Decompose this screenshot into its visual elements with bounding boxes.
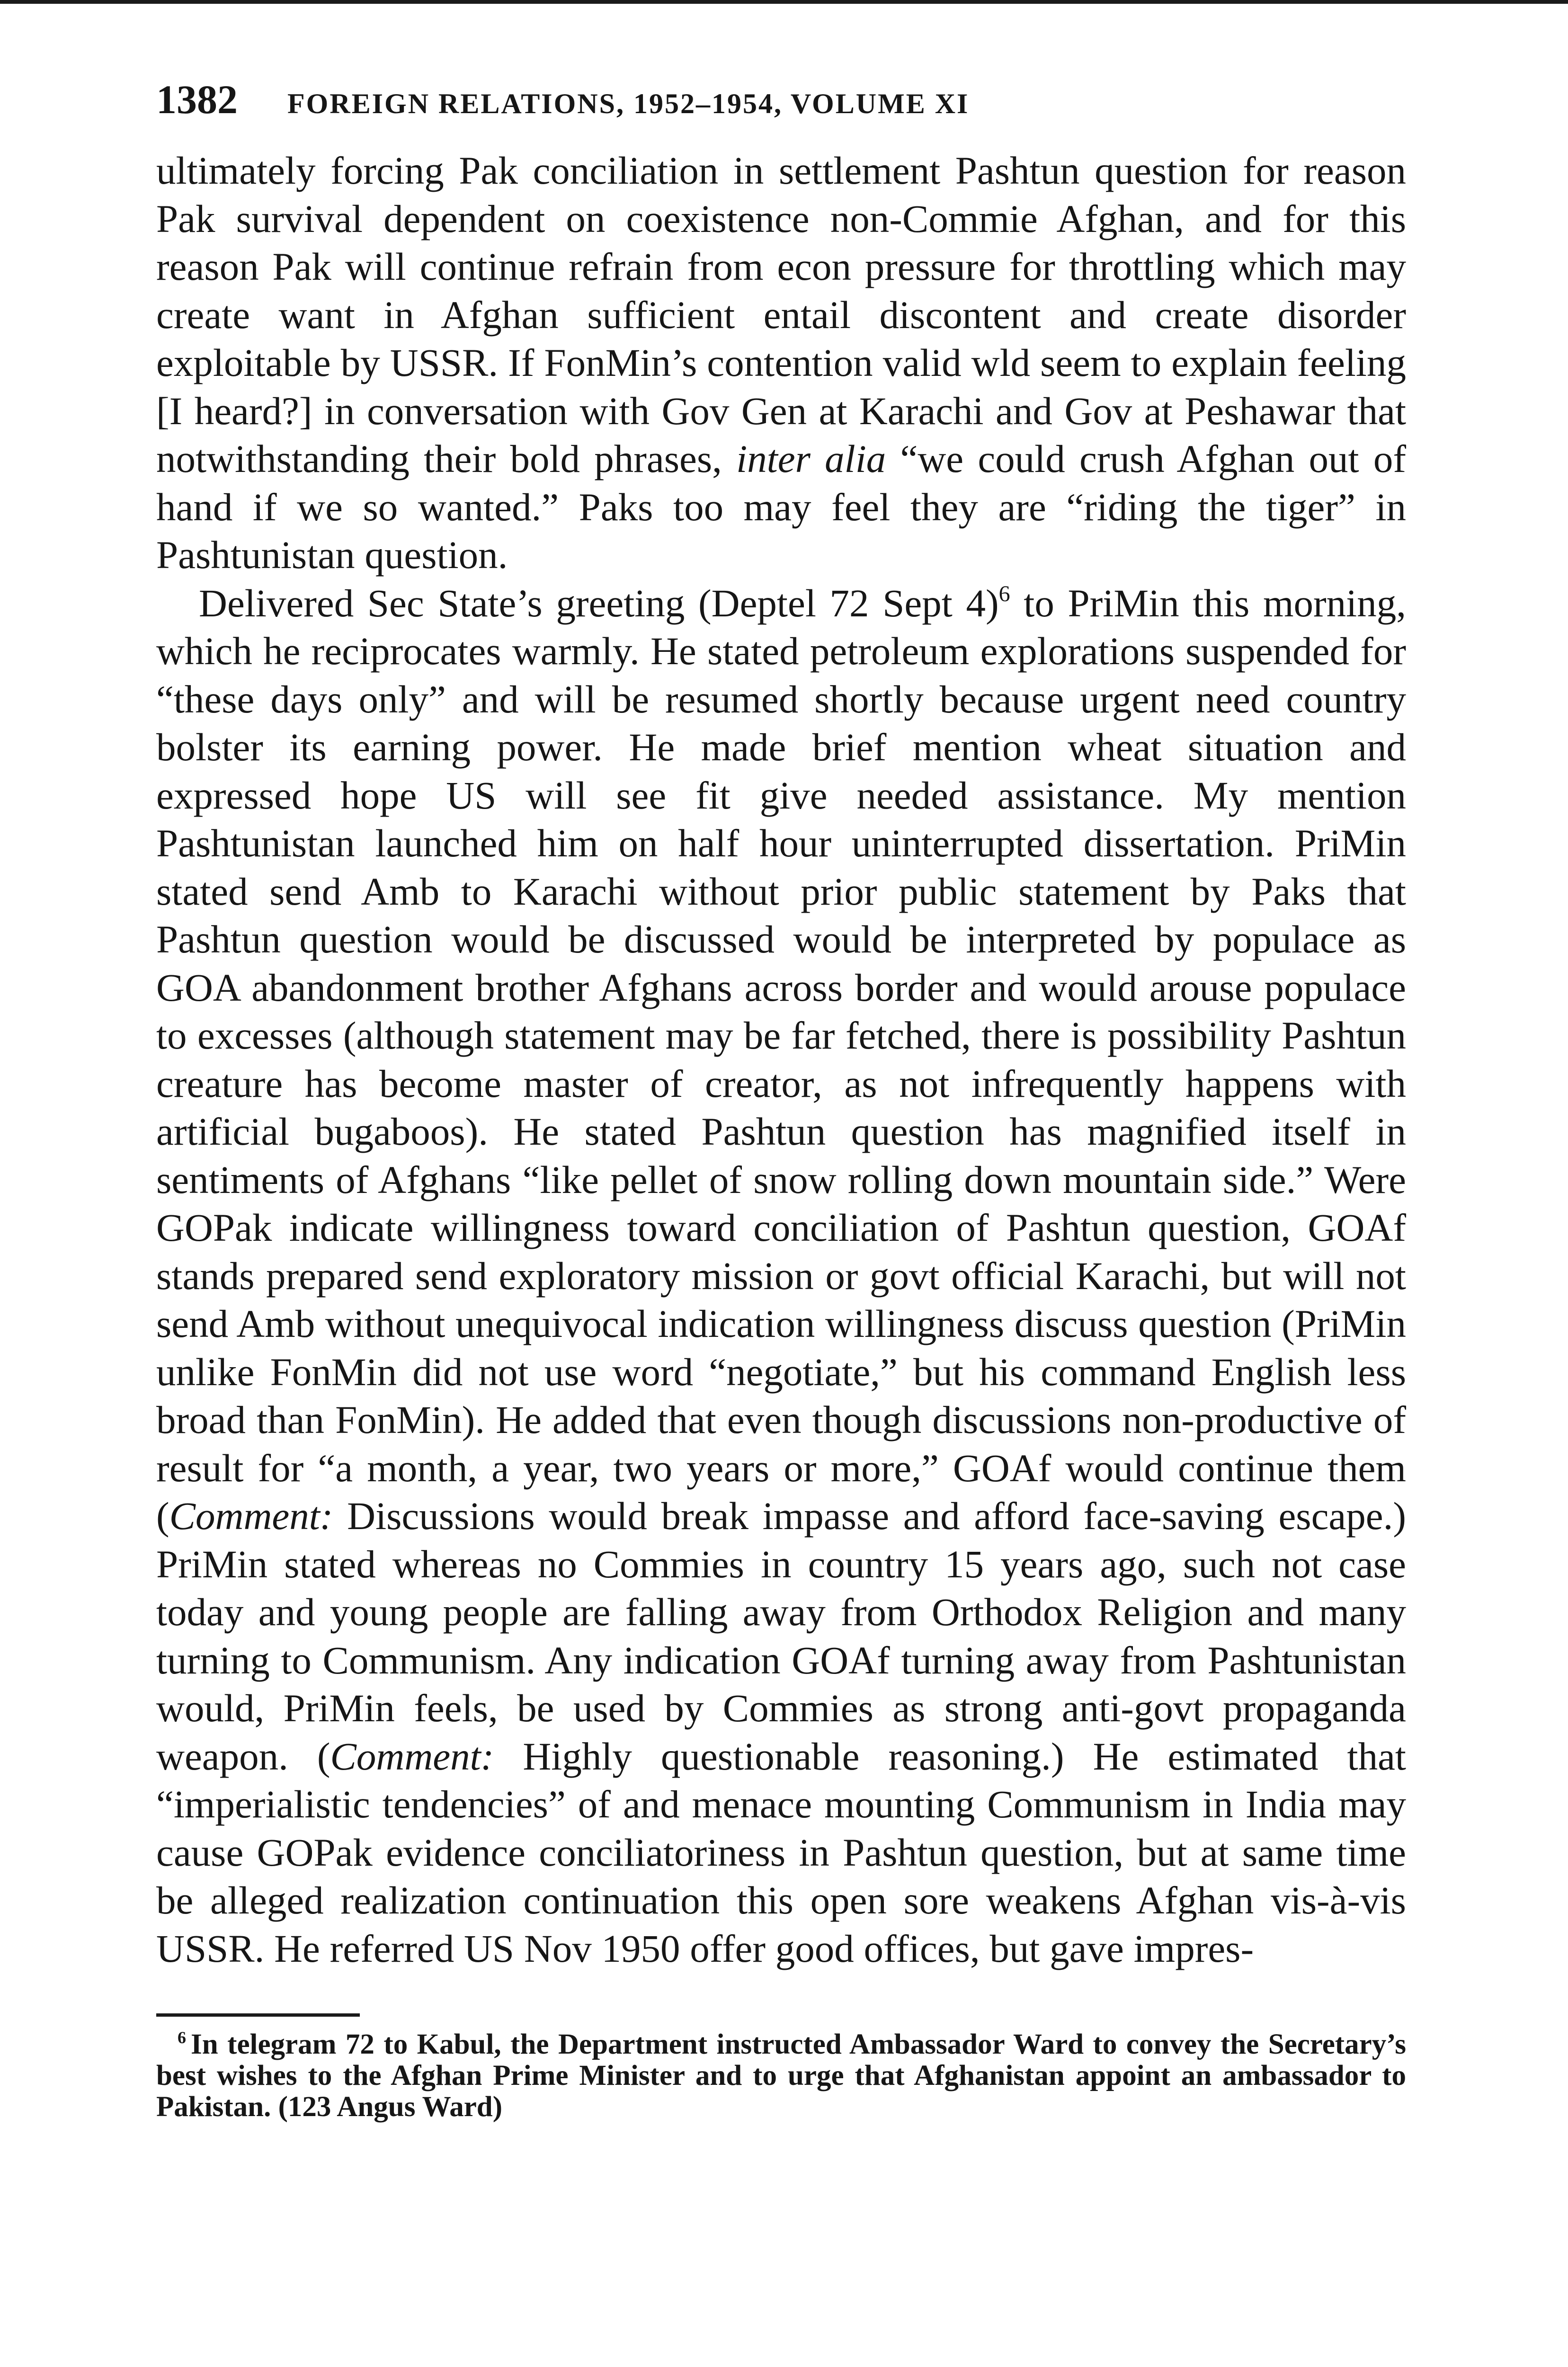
top-border-rule <box>0 0 1568 4</box>
running-head: FOREIGN RELATIONS, 1952–1954, VOLUME XI <box>287 88 970 119</box>
document-page <box>156 76 1406 2152</box>
paragraph-text: Highly questionable reasoning.) He estimated that “imperialistic tendencies” of and menace mounting Communism in India may cause GOPak evidence conciliatoriness in Pashtun question, but at same time be alleged realization continuation this open sore weakens Afghan vis-à-vis USSR. He referred US Nov 1950 offer good offices, but gave impres- <box>156 1734 1406 1970</box>
page-header <box>156 76 1406 147</box>
paragraph-text-tail: “we could crush Afghan out of hand if we so wanted.” Paks too may feel they are “riding the tiger” in Pashtunistan question. <box>156 437 1406 577</box>
comment-label: Comment: <box>330 1734 494 1778</box>
comment-label: Comment: <box>169 1494 333 1538</box>
footnote-divider <box>156 2013 360 2017</box>
paragraph-text: Delivered Sec State’s greeting (Deptel 72 Sept 4) <box>199 581 999 625</box>
italic-phrase: inter alia <box>736 437 886 481</box>
footnote <box>156 2029 1406 2123</box>
paragraph-continuation <box>156 147 1406 579</box>
footnote-text: In telegram 72 to Kabul, the Department instructed Ambassador Ward to convey the Secretary’s best wishes to the Afghan Prime Minister and to urge that Afghanistan appoint an ambassador to Pakistan. (123 Angus Ward) <box>156 2029 1406 2123</box>
body-text <box>156 147 1406 1973</box>
paragraph-primin-meeting <box>156 579 1406 1973</box>
page-number: 1382 <box>156 77 238 122</box>
paragraph-text: ultimately forcing Pak conciliation in settlement Pashtun question for reason Pak survival dependent on coexistence non-Commie Afghan, and for this reason Pak will continue refrain from econ pressure for throttling which may create want in Afghan sufficient entail discontent and create disorder exploitable by USSR. If FonMin’s contention valid wld seem to explain feeling [I heard?] in conversation with Gov Gen at Karachi and Gov at Peshawar that notwithstanding their bold phrases, <box>156 149 1406 481</box>
paragraph-text: to PriMin this morning, which he reciprocates warmly. He stated petroleum explorations suspended for “these days only” and will be resumed shortly because urgent need country bolster its earning power. He made brief mention wheat situation and expressed hope US will see fit give needed assistance. My mention Pashtunistan launched him on half hour uninterrupted dissertation. PriMin stated send Amb to Karachi without prior public statement by Paks that Pashtun question would be discussed would be interpreted by populace as GOA abandonment brother Afghans across border and would arouse populace to excesses (although statement may be far fetched, there is possibility Pashtun creature has become master of creator, as not infrequently happens with artificial bugaboos). He stated Pashtun question has magnified itself in sentiments of Afghans “like pellet of snow rolling down mountain side.” Were GOPak indicate willingness toward conciliation of Pashtun question, GOAf stands prepared send exploratory mission or govt official Karachi, but will not send Amb without unequivocal indication willingness discuss question (PriMin unlike FonMin did not use word “negotiate,” but his command English less broad than FonMin). He added that even though discussions non-productive of result for “a month, a year, two years or more,” GOAf would continue them ( <box>156 581 1406 1538</box>
footnote-reference: 6 <box>998 581 1010 606</box>
footnote-mark: 6 <box>178 2028 186 2047</box>
paragraph-text: Discussions would break impasse and afford face-saving escape.) PriMin stated whereas no Commies in country 15 years ago, such not case today and young people are falling away from Orthodox Religion and many turning to Communism. Any indication GOAf turning away from Pashtunistan would, PriMin feels, be used by Commies as strong anti-govt propaganda weapon. ( <box>156 1494 1406 1778</box>
